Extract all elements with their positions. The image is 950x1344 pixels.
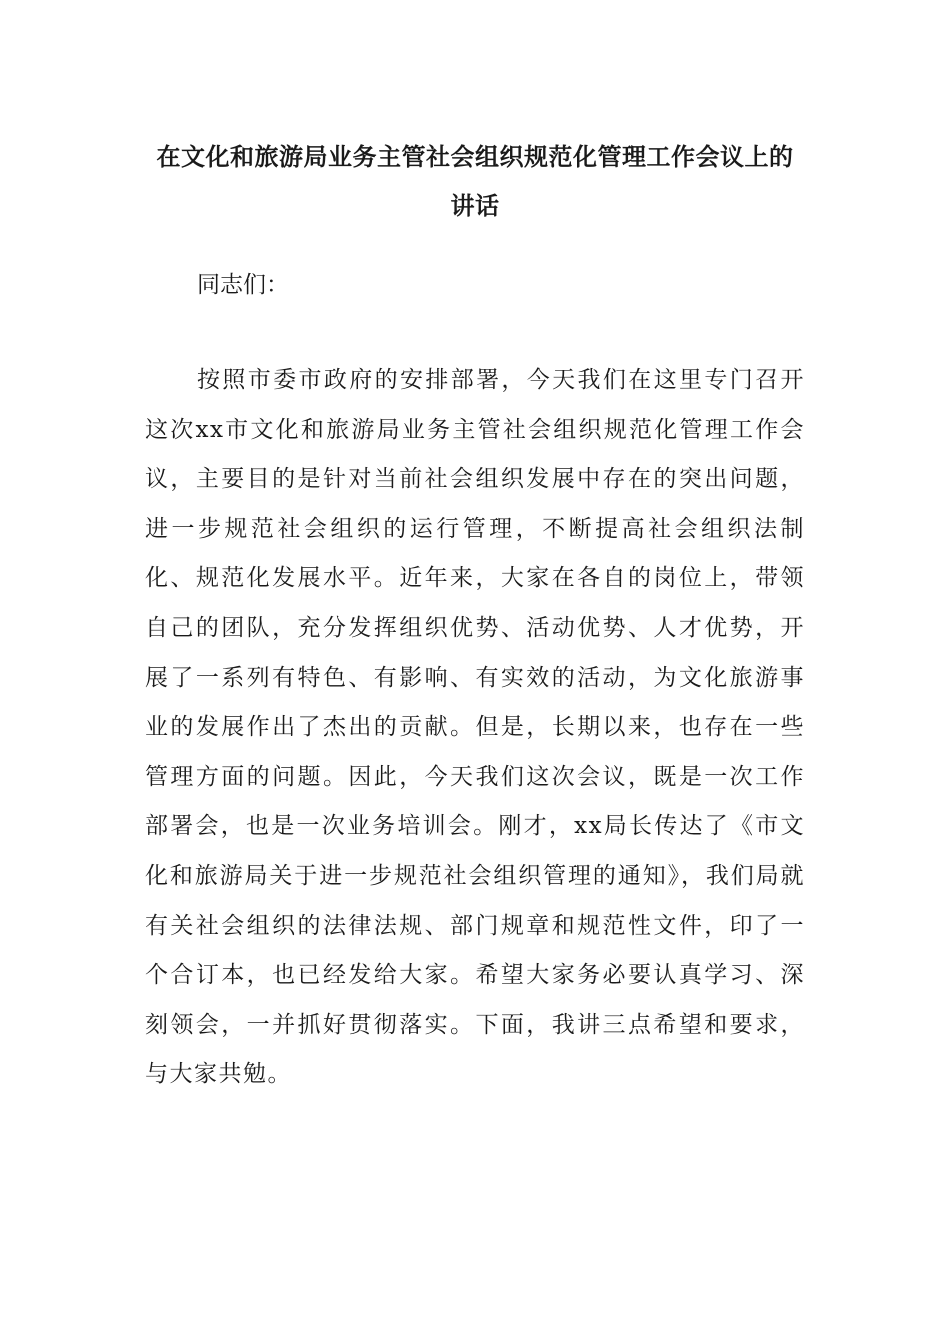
body-paragraph: 按照市委市政府的安排部署，今天我们在这里专门召开这次xx市文化和旅游局业务主管社会组织规范化管理工作会议，主要目的是针对当前社会组织发展中存在的突出问题，进一步规范社会组织的运行管理，不断提高社会组织法制化、规范化发展水平。近年来，大家在各自的岗位上，带领自己的团队，充分发挥组织优势、活动优势、人才优势，开展了一系列有特色、有影响、有实效的活动，为文化旅游事业的发展作出了杰出的贡献。但是，长期以来，也存在一些管理方面的问题。因此，今天我们这次会议，既是一次工作部署会，也是一次业务培训会。刚才，xx局长传达了《市文化和旅游局关于进一步规范社会组织管理的通知》，我们局就有关社会组织的法律法规、部门规章和规范性文件，印了一个合订本，也已经发给大家。希望大家务必要认真学习、深刻领会，一并抓好贯彻落实。下面，我讲三点希望和要求，与大家共勉。 xyxy=(145,367,805,1088)
salutation: 同志们： xyxy=(197,272,289,298)
document-title: 在文化和旅游局业务主管社会组织规范化管理工作会议上的讲话 xyxy=(156,142,794,220)
